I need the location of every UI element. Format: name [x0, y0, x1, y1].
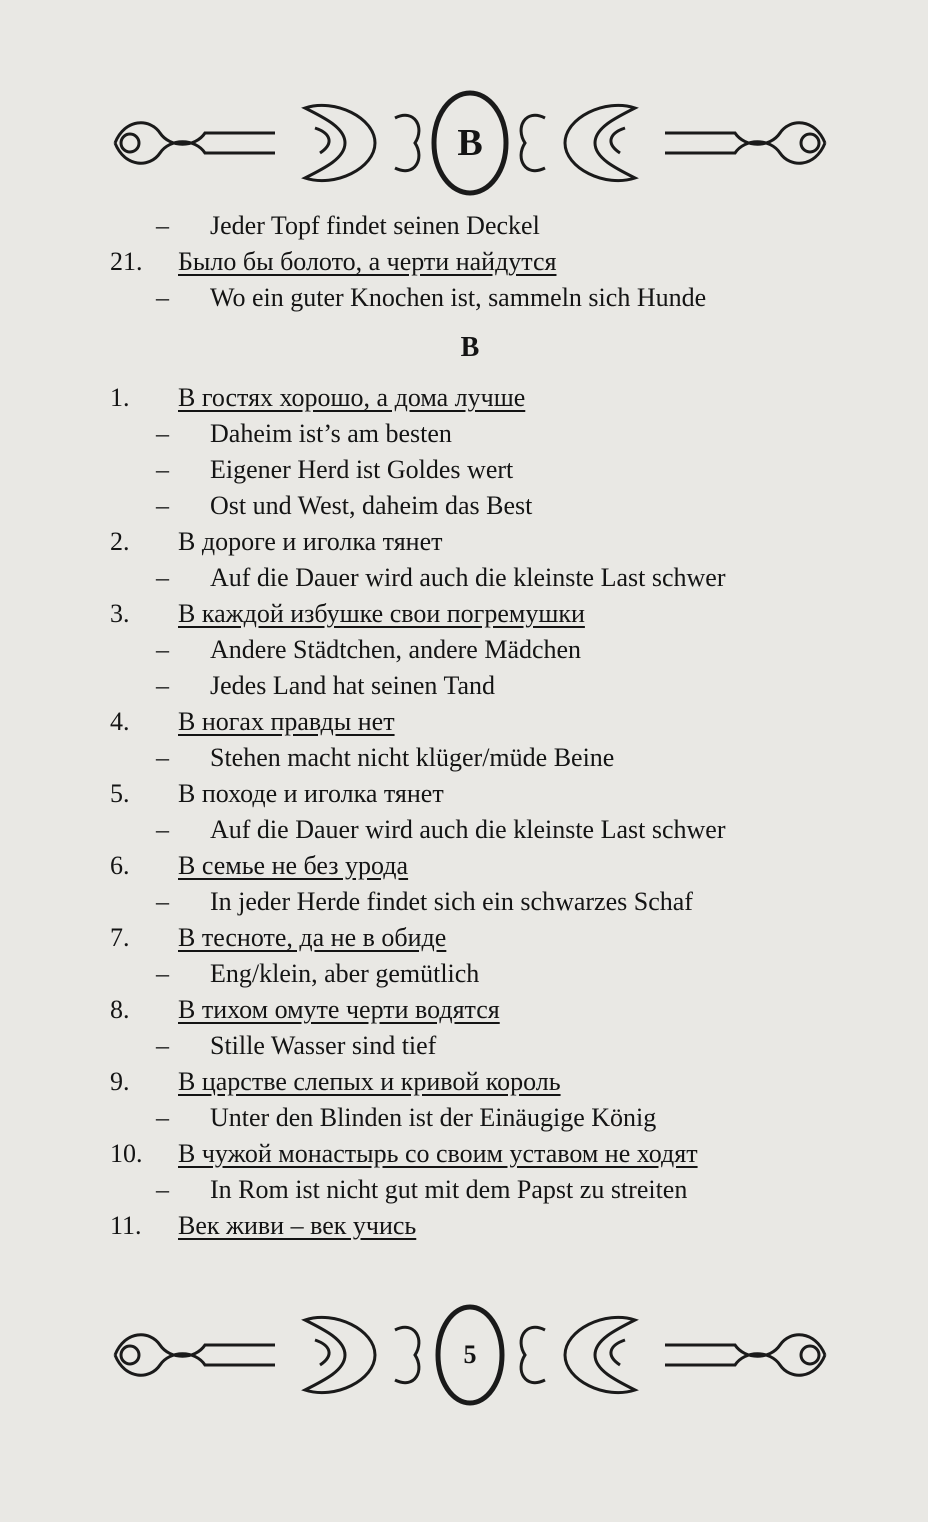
german-equivalent-row: [110, 1100, 830, 1136]
dash-marker: –: [156, 283, 169, 312]
dash-marker: –: [156, 455, 169, 484]
german-equivalent: In jeder Herde findet sich ein schwarzes Schaf: [210, 887, 693, 916]
dash-marker: –: [156, 491, 169, 520]
german-equivalent-row: [110, 1028, 830, 1064]
german-equivalent: Ost und West, daheim das Best: [210, 491, 533, 520]
german-equivalent-row: [110, 452, 830, 488]
german-equivalent: Auf die Dauer wird auch die kleinste Last schwer: [210, 563, 726, 592]
german-equivalent: Unter den Blinden ist der Einäugige König: [210, 1103, 657, 1132]
dash-marker: –: [156, 743, 169, 772]
german-equivalent: Eng/klein, aber gemütlich: [210, 959, 480, 988]
russian-proverb: В походе и иголка тянет: [178, 779, 444, 808]
german-equivalent: Stille Wasser sind tief: [210, 1031, 437, 1060]
dash-marker: –: [156, 887, 169, 916]
proverb-row: [110, 1208, 830, 1244]
russian-proverb: Было бы болото, а черти найдутся: [178, 247, 557, 276]
dash-marker: –: [156, 959, 169, 988]
russian-proverb: В семье не без урода: [178, 851, 409, 880]
russian-proverb: В ногах правды нет: [178, 707, 395, 736]
dash-marker: –: [156, 671, 169, 700]
dash-marker: –: [156, 815, 169, 844]
proverb-row: [110, 1136, 830, 1172]
german-equivalent-row: [110, 208, 830, 244]
footer-ornament: [105, 1300, 835, 1410]
dash-marker: –: [156, 1031, 169, 1060]
dash-marker: –: [156, 419, 169, 448]
russian-proverb: Век живи – век учись: [178, 1211, 417, 1240]
proverb-number: 9.: [110, 1067, 130, 1096]
proverb-number: 1.: [110, 383, 130, 412]
german-equivalent: Stehen macht nicht klüger/müde Beine: [210, 743, 615, 772]
proverb-row: [110, 848, 830, 884]
proverb-number: 4.: [110, 707, 130, 736]
german-equivalent: Auf die Dauer wird auch die kleinste Last schwer: [210, 815, 726, 844]
dash-marker: –: [156, 211, 169, 240]
proverb-number: 7.: [110, 923, 130, 952]
russian-proverb: В чужой монастырь со своим уставом не ходят: [178, 1139, 698, 1168]
german-equivalent-row: [110, 1172, 830, 1208]
russian-proverb: В гостях хорошо, а дома лучше: [178, 383, 526, 412]
proverb-number: 8.: [110, 995, 130, 1024]
german-equivalent: Daheim ist’s am besten: [210, 419, 452, 448]
russian-proverb: В каждой избушке свои погремушки: [178, 599, 585, 628]
german-equivalent-row: [110, 668, 830, 704]
german-equivalent-row: [110, 632, 830, 668]
german-equivalent: Andere Städtchen, andere Mädchen: [210, 635, 582, 664]
dash-marker: –: [156, 1103, 169, 1132]
proverb-row: [110, 596, 830, 632]
proverb-number: 21.: [110, 247, 143, 276]
proverb-row: [110, 380, 830, 416]
german-equivalent-row: [110, 560, 830, 596]
dash-marker: –: [156, 563, 169, 592]
proverb-row: [110, 1064, 830, 1100]
proverb-row: [110, 244, 830, 280]
german-equivalent-row: [110, 488, 830, 524]
header-ornament: [105, 88, 835, 198]
german-equivalent: In Rom ist nicht gut mit dem Papst zu streiten: [210, 1175, 688, 1204]
german-equivalent-row: [110, 416, 830, 452]
german-equivalent: Jeder Topf findet seinen Deckel: [210, 211, 540, 240]
section-letter: В: [460, 332, 480, 363]
page-number: 5: [463, 1340, 477, 1369]
proverb-list: [110, 208, 830, 1244]
german-equivalent: Eigener Herd ist Goldes wert: [210, 455, 514, 484]
proverb-number: 3.: [110, 599, 130, 628]
german-equivalent-row: [110, 884, 830, 920]
proverb-row: [110, 776, 830, 812]
german-equivalent-row: [110, 812, 830, 848]
proverb-number: 11.: [110, 1211, 142, 1240]
proverb-row: [110, 992, 830, 1028]
flourish-ornament-icon: [105, 1300, 835, 1410]
russian-proverb: В тихом омуте черти водятся: [178, 995, 500, 1024]
russian-proverb: В тесноте, да не в обиде: [178, 923, 447, 952]
russian-proverb: В дороге и иголка тянет: [178, 527, 443, 556]
proverb-row: [110, 704, 830, 740]
german-equivalent: Jedes Land hat seinen Tand: [210, 671, 496, 700]
german-equivalent-row: [110, 956, 830, 992]
proverb-number: 6.: [110, 851, 130, 880]
proverb-row: [110, 920, 830, 956]
header-letter: В: [457, 122, 483, 164]
german-equivalent-row: [110, 740, 830, 776]
proverb-number: 2.: [110, 527, 130, 556]
german-equivalent: Wo ein guter Knochen ist, sammeln sich Hunde: [210, 283, 707, 312]
dash-marker: –: [156, 635, 169, 664]
proverb-row: [110, 524, 830, 560]
german-equivalent-row: [110, 280, 830, 316]
russian-proverb: В царстве слепых и кривой король: [178, 1067, 561, 1096]
flourish-ornament-icon: [105, 88, 835, 198]
proverb-number: 5.: [110, 779, 130, 808]
proverb-number: 10.: [110, 1139, 143, 1168]
dash-marker: –: [156, 1175, 169, 1204]
